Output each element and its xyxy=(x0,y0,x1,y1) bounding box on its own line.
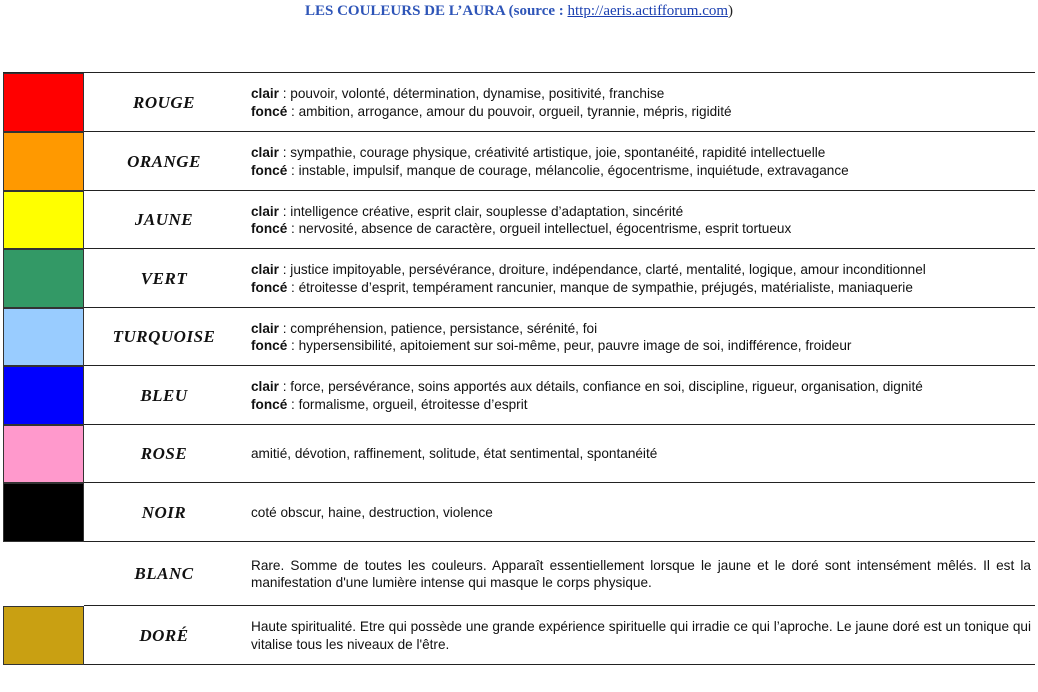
fonce-text: : hypersensibilité, apitoiement sur soi-même, peur, pauvre image de soi, indifférence, froideur xyxy=(291,338,852,353)
clair-line xyxy=(251,203,1031,221)
clair-label: clair xyxy=(251,262,283,277)
color-row-blanc xyxy=(3,542,1035,606)
clair-line xyxy=(251,144,1031,162)
color-row-rouge xyxy=(3,73,1035,132)
fonce-text: : instable, impulsif, manque de courage, mélancolie, égocentrisme, inquiétude, extravagance xyxy=(291,162,849,178)
color-row-jaune xyxy=(3,191,1035,249)
clair-text: : compréhension, patience, persistance, sérénité, foi xyxy=(282,320,598,336)
clair-text: : intelligence créative, esprit clair, souplesse d’adaptation, sincérité xyxy=(282,203,684,219)
color-swatch-bleu xyxy=(3,366,84,425)
color-row-dore xyxy=(3,606,1035,665)
clair-label: clair xyxy=(251,203,283,219)
color-swatch-rose xyxy=(3,425,84,483)
row-divider xyxy=(84,664,1035,665)
clair-text: : pouvoir, volonté, détermination, dynamise, positivité, franchise xyxy=(282,86,665,101)
color-name: DORÉ xyxy=(139,625,189,645)
clair-text: : justice impitoyable, persévérance, droiture, indépendance, clarté, mentalité, logique, amour inconditionnel xyxy=(282,262,926,277)
color-description xyxy=(251,606,1031,665)
fonce-line xyxy=(251,337,1031,355)
color-row-bleu xyxy=(3,366,1035,425)
aura-colors-table xyxy=(3,72,1035,665)
clair-line xyxy=(251,320,1031,338)
color-description xyxy=(251,366,1031,425)
color-swatch-vert xyxy=(3,249,84,308)
clair-label: clair xyxy=(251,86,283,101)
color-swatch-dore xyxy=(3,606,84,665)
fonce-text: : nervosité, absence de caractère, orgueil intellectuel, égocentrisme, esprit tortueux xyxy=(291,221,792,236)
color-description xyxy=(251,308,1031,366)
clair-line xyxy=(251,378,1031,396)
clair-line xyxy=(251,85,1031,103)
fonce-label: foncé xyxy=(251,338,292,353)
color-name: BLEU xyxy=(140,385,188,405)
color-name: BLANC xyxy=(134,564,194,583)
color-name: VERT xyxy=(140,268,188,288)
color-description xyxy=(251,483,1031,542)
color-swatch-jaune xyxy=(3,191,84,249)
color-description xyxy=(251,132,1031,191)
color-description xyxy=(251,191,1031,249)
fonce-text: : étroitesse d’esprit, tempérament rancunier, manque de sympathie, préjugés, matérialiste, maniaquerie xyxy=(291,279,913,295)
fonce-line xyxy=(251,396,1031,414)
color-swatch-rouge xyxy=(3,73,84,132)
color-swatch-blanc xyxy=(3,542,84,606)
clair-label: clair xyxy=(251,320,283,336)
fonce-line xyxy=(251,279,1031,297)
fonce-label: foncé xyxy=(251,221,292,236)
color-name: TURQUOISE xyxy=(112,327,216,346)
color-row-orange xyxy=(3,132,1035,191)
color-description xyxy=(251,425,1031,483)
title-text: LES COULEURS DE L’AURA (source : xyxy=(304,3,568,19)
source-link[interactable]: http://aeris.actifforum.com xyxy=(567,3,729,19)
title-close: ) xyxy=(728,3,734,19)
clair-text: : sympathie, courage physique, créativité artistique, joie, spontanéité, rapidité intellectuelle xyxy=(282,145,826,160)
color-name: NOIR xyxy=(141,502,187,522)
description-text: Rare. Somme de toutes les couleurs. Apparaît essentiellement lorsque le jaune et le doré sont intensément mêlés. Il est la manifestation d'une lumière intense qui masque le corps physique. xyxy=(251,557,1031,590)
fonce-text: : ambition, arrogance, amour du pouvoir, orgueil, tyrannie, mépris, rigidité xyxy=(291,103,732,119)
fonce-label: foncé xyxy=(251,279,292,295)
color-description xyxy=(251,73,1031,132)
color-name: JAUNE xyxy=(134,210,194,229)
page-title xyxy=(0,2,1038,20)
color-name: ORANGE xyxy=(127,151,201,171)
clair-text: : force, persévérance, soins apportés aux détails, confiance en soi, discipline, rigueur, organisation, dignité xyxy=(282,379,923,394)
color-name: ROUGE xyxy=(132,92,195,112)
fonce-line xyxy=(251,103,1031,121)
color-row-noir xyxy=(3,483,1035,542)
clair-label: clair xyxy=(251,145,283,160)
clair-label: clair xyxy=(251,379,283,394)
clair-line xyxy=(251,261,1031,279)
description-text: amitié, dévotion, raffinement, solitude, état sentimental, spontanéité xyxy=(251,446,658,462)
description-text: Haute spiritualité. Etre qui possède une grande expérience spirituelle qui irradie ce qui l’aproche. Le jaune doré est un tonique qui vitalise tous les niveaux de l'être. xyxy=(251,619,1031,652)
fonce-label: foncé xyxy=(251,162,292,178)
fonce-text: : formalisme, orgueil, étroitesse d’esprit xyxy=(291,396,528,412)
color-description xyxy=(251,542,1031,606)
fonce-label: foncé xyxy=(251,103,292,119)
color-description xyxy=(251,249,1031,308)
color-row-vert xyxy=(3,249,1035,308)
color-row-rose xyxy=(3,425,1035,483)
color-swatch-orange xyxy=(3,132,84,191)
color-row-turquoise xyxy=(3,308,1035,366)
description-text: coté obscur, haine, destruction, violence xyxy=(251,504,493,520)
fonce-line xyxy=(251,220,1031,238)
color-swatch-turquoise xyxy=(3,308,84,366)
fonce-label: foncé xyxy=(251,396,292,412)
color-swatch-noir xyxy=(3,483,84,542)
fonce-line xyxy=(251,162,1031,180)
color-name: ROSE xyxy=(140,444,188,463)
